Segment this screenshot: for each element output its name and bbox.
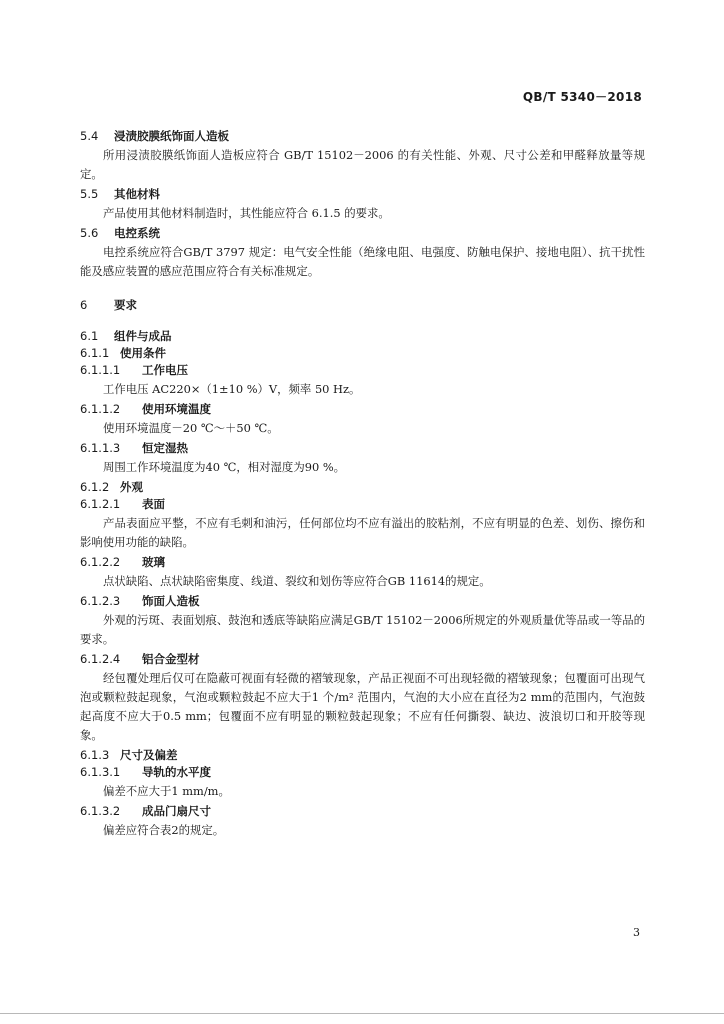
section-heading-5-5 xyxy=(80,186,645,203)
section-number: 6.1.3.2 xyxy=(80,804,121,818)
section-heading-6-1-2-2 xyxy=(80,554,645,571)
section-heading-5-4 xyxy=(80,128,645,145)
section-heading-6-1-1-2 xyxy=(80,401,645,418)
section-title: 导轨的水平度 xyxy=(142,765,211,779)
section-body-6-1-2-1: 产品表面应平整，不应有毛刺和油污，任何部位均不应有溢出的胶粘剂，不应有明显的色差、划伤、擦伤和影响使用功能的缺陷。 xyxy=(80,516,645,549)
section-body-6-1-1-1: 工作电压 AC220×（1±10 %）V，频率 50 Hz。 xyxy=(103,382,361,396)
standard-code: QB/T 5340－2018 xyxy=(522,90,642,104)
section-body-6-1-2-4: 经包覆处理后仅可在隐蔽可视面有轻微的褶皱现象，产品正视面不可出现轻微的褶皱现象；包覆面可出现气泡或颗粒鼓起现象，气泡或颗粒鼓起不应大于1 个/m² 范围内，气泡的大小应在直径为2 mm的范围内，气泡鼓起高度不应大于0.5 mm；包覆面不应有明显的颗粒鼓起现象；不应有任何撕裂、缺边、波浪切口和开胶等现象。 xyxy=(80,671,645,742)
section-body-5-4: 所用浸渍胶膜纸饰面人造板应符合 GB/T 15102－2006 的有关性能、外观、尺寸公差和甲醛释放量等规定。 xyxy=(80,148,645,181)
section-number: 5.5 xyxy=(80,187,99,201)
section-title: 使用环境温度 xyxy=(142,402,211,416)
section-number: 6.1.2 xyxy=(80,480,110,494)
section-body-5-6: 电控系统应符合GB/T 3797 规定：电气安全性能（绝缘电阻、电强度、防触电保护、接地电阻）、抗干扰性能及感应装置的感应范围应符合有关标准规定。 xyxy=(80,245,645,278)
section-number: 6.1.1.2 xyxy=(80,402,121,416)
section-title: 尺寸及偏差 xyxy=(120,748,178,762)
section-heading-6-1-1-3 xyxy=(80,440,645,457)
section-heading-5-6 xyxy=(80,225,645,242)
section-number: 5.6 xyxy=(80,226,99,240)
section-heading-6-1-3-2 xyxy=(80,803,645,820)
section-title: 电控系统 xyxy=(114,226,160,240)
section-title: 玻璃 xyxy=(142,555,165,569)
section-number: 6.1.1.3 xyxy=(80,441,121,455)
section-title: 铝合金型材 xyxy=(142,652,200,666)
section-number: 6.1.2.3 xyxy=(80,594,121,608)
section-number: 6.1 xyxy=(80,329,99,343)
section-number: 6.1.2.1 xyxy=(80,497,121,511)
document-body xyxy=(80,128,645,842)
page-number: 3 xyxy=(633,926,640,939)
section-heading-6-1-2-3 xyxy=(80,593,645,610)
section-number: 6 xyxy=(80,298,88,312)
section-body-6-1-1-3: 周围工作环境温度为40 ℃，相对湿度为90 %。 xyxy=(103,460,346,474)
scan-edge-line xyxy=(0,1013,724,1014)
section-title: 浸渍胶膜纸饰面人造板 xyxy=(114,129,229,143)
section-body-6-1-3-1: 偏差不应大于1 mm/m。 xyxy=(103,784,230,798)
section-body-5-5: 产品使用其他材料制造时，其性能应符合 6.1.5 的要求。 xyxy=(103,206,390,220)
section-number: 6.1.2.4 xyxy=(80,652,121,666)
section-heading-6-1-3 xyxy=(80,747,645,764)
section-number: 6.1.2.2 xyxy=(80,555,121,569)
section-heading-6-1-1 xyxy=(80,345,645,362)
section-number: 6.1.1.1 xyxy=(80,363,121,377)
section-body-6-1-2-2: 点状缺陷、点状缺陷密集度、线道、裂纹和划伤等应符合GB 11614的规定。 xyxy=(103,574,491,588)
section-heading-6-1-2-1 xyxy=(80,496,645,513)
section-heading-6-1-1-1 xyxy=(80,362,645,379)
section-title: 表面 xyxy=(142,497,165,511)
section-heading-6-1-3-1 xyxy=(80,764,645,781)
section-number: 6.1.3 xyxy=(80,748,110,762)
section-number: 6.1.3.1 xyxy=(80,765,121,779)
section-title: 饰面人造板 xyxy=(142,594,200,608)
section-title: 使用条件 xyxy=(120,346,166,360)
section-title: 工作电压 xyxy=(142,363,188,377)
section-title: 组件与成品 xyxy=(114,329,172,343)
section-title: 外观 xyxy=(120,480,143,494)
section-heading-6-1 xyxy=(80,328,645,345)
section-body-6-1-3-2: 偏差应符合表2的规定。 xyxy=(103,823,225,837)
section-number: 5.4 xyxy=(80,129,99,143)
section-body-6-1-2-3: 外观的污斑、表面划痕、鼓泡和透底等缺陷应满足GB/T 15102－2006所规定的外观质量优等品或一等品的要求。 xyxy=(80,613,645,646)
section-heading-6 xyxy=(80,297,645,314)
section-heading-6-1-2 xyxy=(80,479,645,496)
section-heading-6-1-2-4 xyxy=(80,651,645,668)
section-body-6-1-1-2: 使用环境温度－20 ℃～＋50 ℃。 xyxy=(103,421,279,435)
section-title: 成品门扇尺寸 xyxy=(142,804,211,818)
section-title: 要求 xyxy=(114,298,137,312)
section-title: 恒定湿热 xyxy=(142,441,188,455)
section-number: 6.1.1 xyxy=(80,346,110,360)
section-title: 其他材料 xyxy=(114,187,160,201)
